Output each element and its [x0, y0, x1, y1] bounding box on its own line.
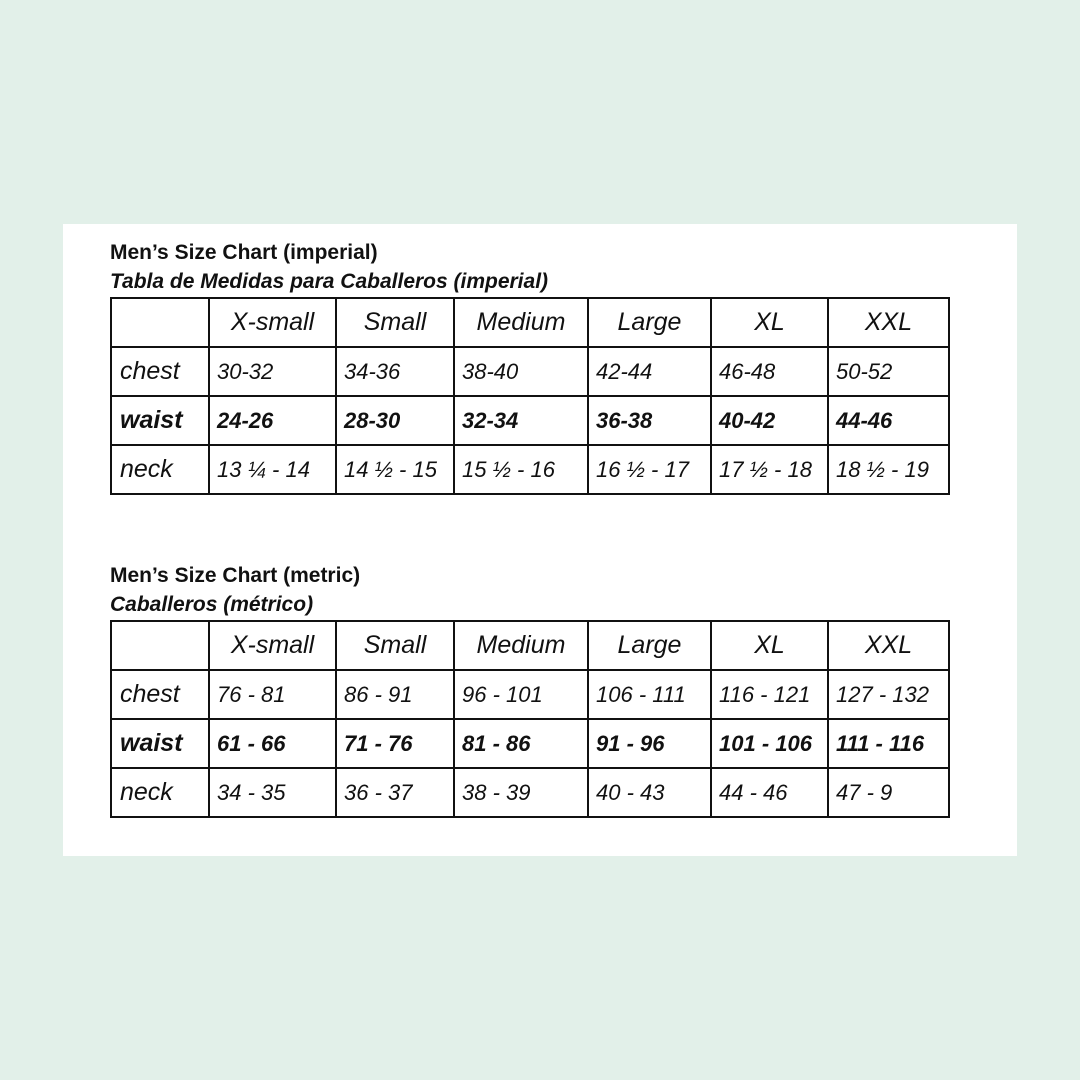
- table-header-row: [111, 621, 949, 670]
- measurement-value-cell: 61 - 66: [209, 719, 336, 768]
- measurement-value-cell: 101 - 106: [711, 719, 828, 768]
- measurement-value-cell: 76 - 81: [209, 670, 336, 719]
- table-row-chest: [111, 670, 949, 719]
- table-row-waist: [111, 719, 949, 768]
- metric-title: Men’s Size Chart (metric): [110, 564, 361, 587]
- measurement-label-cell: neck: [111, 768, 209, 817]
- measurement-value-cell: 17 ½ - 18: [711, 445, 828, 494]
- size-header-cell: X-small: [209, 298, 336, 347]
- measurement-value-cell: 40 - 43: [588, 768, 711, 817]
- measurement-value-cell: 14 ½ - 15: [336, 445, 454, 494]
- size-header-cell: X-small: [209, 621, 336, 670]
- measurement-label-cell: chest: [111, 347, 209, 396]
- measurement-value-cell: 91 - 96: [588, 719, 711, 768]
- measurement-value-cell: 40-42: [711, 396, 828, 445]
- measurement-value-cell: 32-34: [454, 396, 588, 445]
- measurement-value-cell: 106 - 111: [588, 670, 711, 719]
- measurement-value-cell: 46-48: [711, 347, 828, 396]
- measurement-value-cell: 16 ½ - 17: [588, 445, 711, 494]
- measurement-label-cell: waist: [111, 719, 209, 768]
- size-chart-card: [63, 224, 1017, 856]
- measurement-value-cell: 116 - 121: [711, 670, 828, 719]
- empty-corner-cell: [111, 298, 209, 347]
- measurement-value-cell: 47 - 9: [828, 768, 949, 817]
- measurement-value-cell: 36-38: [588, 396, 711, 445]
- size-header-cell: XL: [711, 298, 828, 347]
- measurement-value-cell: 96 - 101: [454, 670, 588, 719]
- measurement-value-cell: 111 - 116: [828, 719, 949, 768]
- imperial-section: [110, 238, 950, 495]
- measurement-label-cell: waist: [111, 396, 209, 445]
- size-header-cell: Small: [336, 298, 454, 347]
- measurement-value-cell: 24-26: [209, 396, 336, 445]
- measurement-value-cell: 50-52: [828, 347, 949, 396]
- measurement-value-cell: 81 - 86: [454, 719, 588, 768]
- table-header-row: [111, 298, 949, 347]
- empty-corner-cell: [111, 621, 209, 670]
- table-row-neck: [111, 768, 949, 817]
- size-header-cell: XXL: [828, 621, 949, 670]
- size-header-cell: Large: [588, 298, 711, 347]
- table-row-neck: [111, 445, 949, 494]
- measurement-value-cell: 28-30: [336, 396, 454, 445]
- measurement-value-cell: 127 - 132: [828, 670, 949, 719]
- measurement-value-cell: 44-46: [828, 396, 949, 445]
- metric-section: [110, 561, 950, 818]
- measurement-label-cell: neck: [111, 445, 209, 494]
- size-header-cell: XL: [711, 621, 828, 670]
- measurement-value-cell: 44 - 46: [711, 768, 828, 817]
- measurement-value-cell: 71 - 76: [336, 719, 454, 768]
- size-header-cell: Medium: [454, 298, 588, 347]
- size-header-cell: XXL: [828, 298, 949, 347]
- measurement-value-cell: 86 - 91: [336, 670, 454, 719]
- imperial-subtitle: Tabla de Medidas para Caballeros (imperial): [110, 270, 549, 293]
- metric-subtitle: Caballeros (métrico): [110, 593, 314, 616]
- measurement-label-cell: chest: [111, 670, 209, 719]
- size-header-cell: Large: [588, 621, 711, 670]
- table-row-chest: [111, 347, 949, 396]
- measurement-value-cell: 38 - 39: [454, 768, 588, 817]
- table-row-waist: [111, 396, 949, 445]
- measurement-value-cell: 34 - 35: [209, 768, 336, 817]
- measurement-value-cell: 42-44: [588, 347, 711, 396]
- measurement-value-cell: 18 ½ - 19: [828, 445, 949, 494]
- measurement-value-cell: 34-36: [336, 347, 454, 396]
- size-header-cell: Medium: [454, 621, 588, 670]
- measurement-value-cell: 13 ¼ - 14: [209, 445, 336, 494]
- measurement-value-cell: 36 - 37: [336, 768, 454, 817]
- measurement-value-cell: 15 ½ - 16: [454, 445, 588, 494]
- measurement-value-cell: 30-32: [209, 347, 336, 396]
- imperial-title: Men’s Size Chart (imperial): [110, 241, 378, 264]
- size-header-cell: Small: [336, 621, 454, 670]
- measurement-value-cell: 38-40: [454, 347, 588, 396]
- metric-size-table: [110, 620, 950, 818]
- imperial-size-table: [110, 297, 950, 495]
